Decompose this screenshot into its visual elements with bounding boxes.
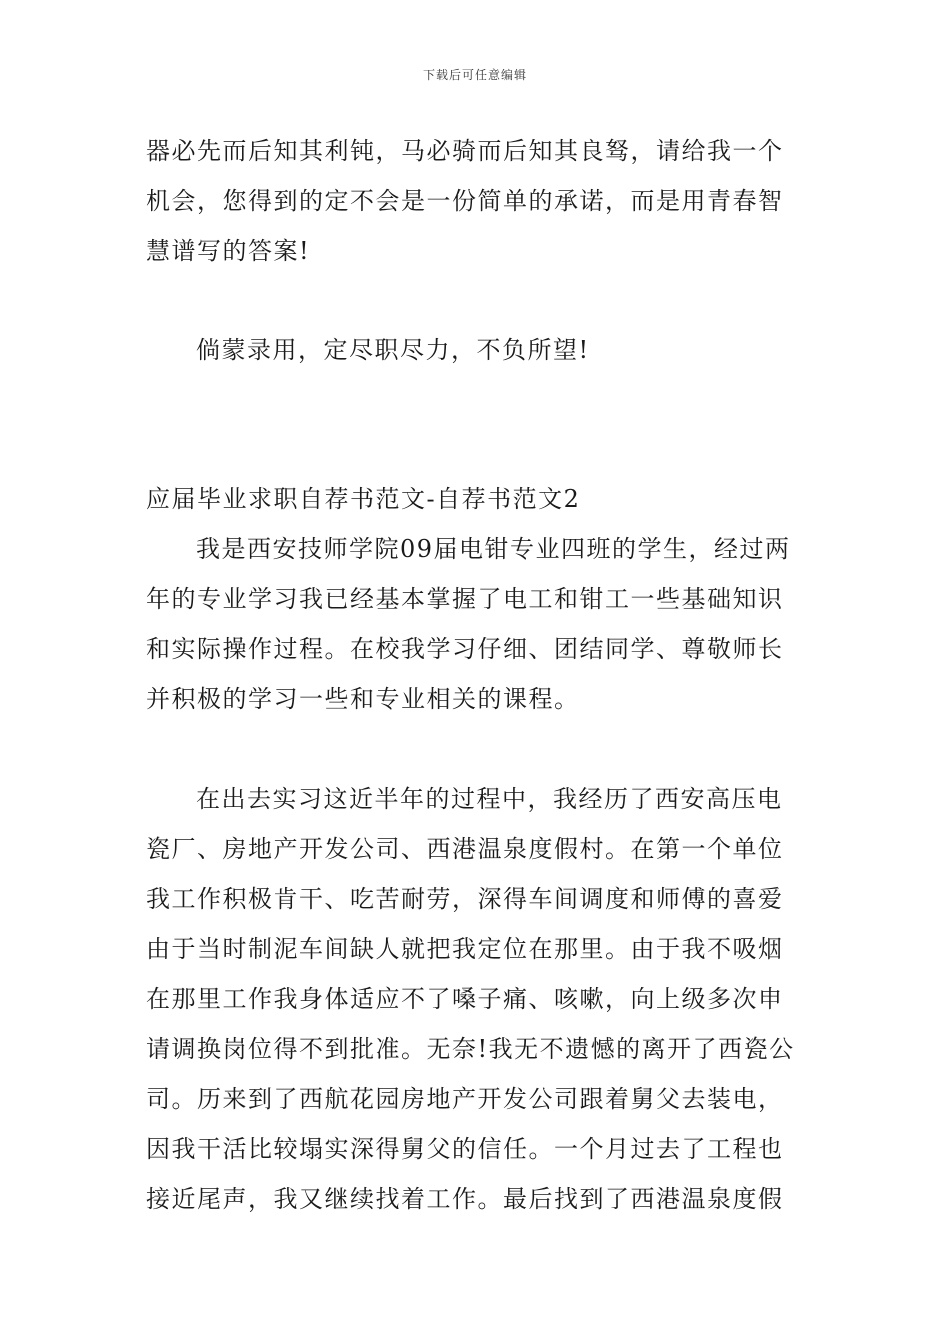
text-line: 并积极的学习一些和专业相关的课程。: [146, 685, 580, 713]
paragraph-closing-body: [146, 126, 811, 276]
text-line: 接近尾声，我又继续找着工作。最后找到了西港温泉度假: [146, 1185, 784, 1213]
text-line: 我是西安技师学院09届电钳专业四班的学生，经过两: [196, 535, 791, 563]
text-line: 和实际操作过程。在校我学习仔细、团结同学、尊敬师长: [146, 635, 784, 663]
text-line: 请调换岗位得不到批准。无奈!我无不遗憾的离开了西瓷公: [146, 1035, 795, 1063]
text-line: 器必先而后知其利钝，马必骑而后知其良驽，请给我一个: [146, 137, 784, 165]
text-line: 由于当时制泥车间缺人就把我定位在那里。由于我不吸烟: [146, 935, 784, 963]
header-note: 下载后可任意编辑: [422, 68, 527, 82]
text-line: 在出去实习这近半年的过程中，我经历了西安高压电: [196, 785, 783, 813]
text-line: 在那里工作我身体适应不了嗓子痛、咳嗽，向上级多次申: [146, 985, 784, 1013]
text-line: 因我干活比较塌实深得舅父的信任。一个月过去了工程也: [146, 1135, 784, 1163]
paragraph-internship: [146, 774, 811, 1224]
text-line: 机会，您得到的定不会是一份简单的承诺，而是用青春智: [146, 187, 784, 215]
text-line: 司。历来到了西航花园房地产开发公司跟着舅父去装电，: [146, 1085, 784, 1113]
paragraph-closing-wish: [146, 325, 811, 375]
text-line: 瓷厂、房地产开发公司、西港温泉度假村。在第一个单位: [146, 835, 784, 863]
text-line: 慧谱写的答案!: [146, 237, 311, 265]
text-line: 倘蒙录用，定尽职尽力，不负所望!: [196, 336, 590, 364]
section-title-text: 应届毕业求职自荐书范文-自荐书范文2: [146, 485, 581, 513]
text-line: 年的专业学习我已经基本掌握了电工和钳工一些基础知识: [146, 585, 784, 613]
section-title: [146, 474, 811, 524]
text-line: 我工作积极肯干、吃苦耐劳，深得车间调度和师傅的喜爱: [146, 885, 784, 913]
paragraph-introduction: [146, 524, 811, 724]
